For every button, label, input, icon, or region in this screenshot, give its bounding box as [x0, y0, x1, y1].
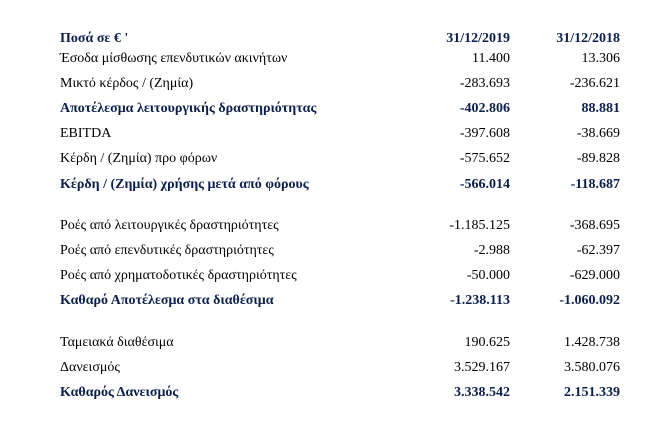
table-row [60, 215, 620, 237]
value-2018: 2.151.339 [564, 385, 620, 400]
table-row [60, 73, 620, 95]
value-2019: 3.338.542 [454, 385, 510, 400]
value-2019: 190.625 [464, 335, 510, 350]
table-row [60, 265, 620, 287]
table-row [60, 123, 620, 145]
header-col-2018: 31/12/2018 [556, 31, 620, 46]
row-label: Μικτό κέρδος / (Ζημία) [60, 76, 194, 91]
value-2018: 13.306 [581, 51, 620, 66]
value-2018: 1.428.738 [564, 335, 620, 350]
table-row [60, 148, 620, 170]
table-row [60, 98, 620, 120]
table-row [60, 332, 620, 354]
value-2018: -89.828 [576, 151, 620, 166]
value-2019: -283.693 [459, 76, 510, 91]
value-2019: -50.000 [466, 268, 510, 283]
table-header [60, 28, 620, 50]
header-col-2019: 31/12/2019 [446, 31, 510, 46]
row-label: Ταμειακά διαθέσιμα [60, 335, 174, 350]
value-2018: -1.060.092 [559, 293, 620, 308]
value-2018: 88.881 [581, 101, 620, 116]
value-2018: -368.695 [569, 218, 620, 233]
value-2019: -575.652 [459, 151, 510, 166]
value-2018: 3.580.076 [564, 360, 620, 375]
value-2019: -2.988 [473, 243, 510, 258]
value-2018: -118.687 [570, 177, 620, 192]
header-label: Ποσά σε € ' [60, 31, 129, 46]
row-label: Δανεισμός [60, 360, 120, 375]
table-row [60, 290, 620, 312]
value-2018: -62.397 [576, 243, 620, 258]
table-row [60, 382, 620, 404]
value-2018: -236.621 [569, 76, 620, 91]
row-label: Κέρδη / (Ζημία) προ φόρων [60, 151, 218, 166]
value-2019: 3.529.167 [454, 360, 510, 375]
value-2019: -397.608 [459, 126, 510, 141]
value-2019: 11.400 [472, 51, 510, 66]
row-label: Ροές από επενδυτικές δραστηριότητες [60, 243, 274, 258]
row-label: Ροές από λειτουργικές δραστηριότητες [60, 218, 279, 233]
table-row [60, 174, 620, 196]
row-label: Έσοδα μίσθωσης επενδυτικών ακινήτων [60, 51, 288, 66]
row-label: Καθαρό Αποτέλεσμα στα διαθέσιμα [60, 293, 274, 308]
row-label: Ροές από χρηματοδοτικές δραστηριότητες [60, 268, 297, 283]
table-row [60, 240, 620, 262]
value-2019: -566.014 [459, 177, 510, 192]
value-2018: -629.000 [569, 268, 620, 283]
value-2019: -1.185.125 [449, 218, 510, 233]
row-label: Αποτέλεσμα λειτουργικής δραστηριότητας [60, 101, 317, 116]
value-2018: -38.669 [576, 126, 620, 141]
table-row [60, 357, 620, 379]
value-2019: -402.806 [459, 101, 510, 116]
row-label: Κέρδη / (Ζημία) χρήσης μετά από φόρους [60, 177, 309, 192]
row-label: EBITDA [60, 126, 112, 141]
table-row [60, 48, 620, 70]
row-label: Καθαρός Δανεισμός [60, 385, 179, 400]
value-2019: -1.238.113 [450, 293, 510, 308]
